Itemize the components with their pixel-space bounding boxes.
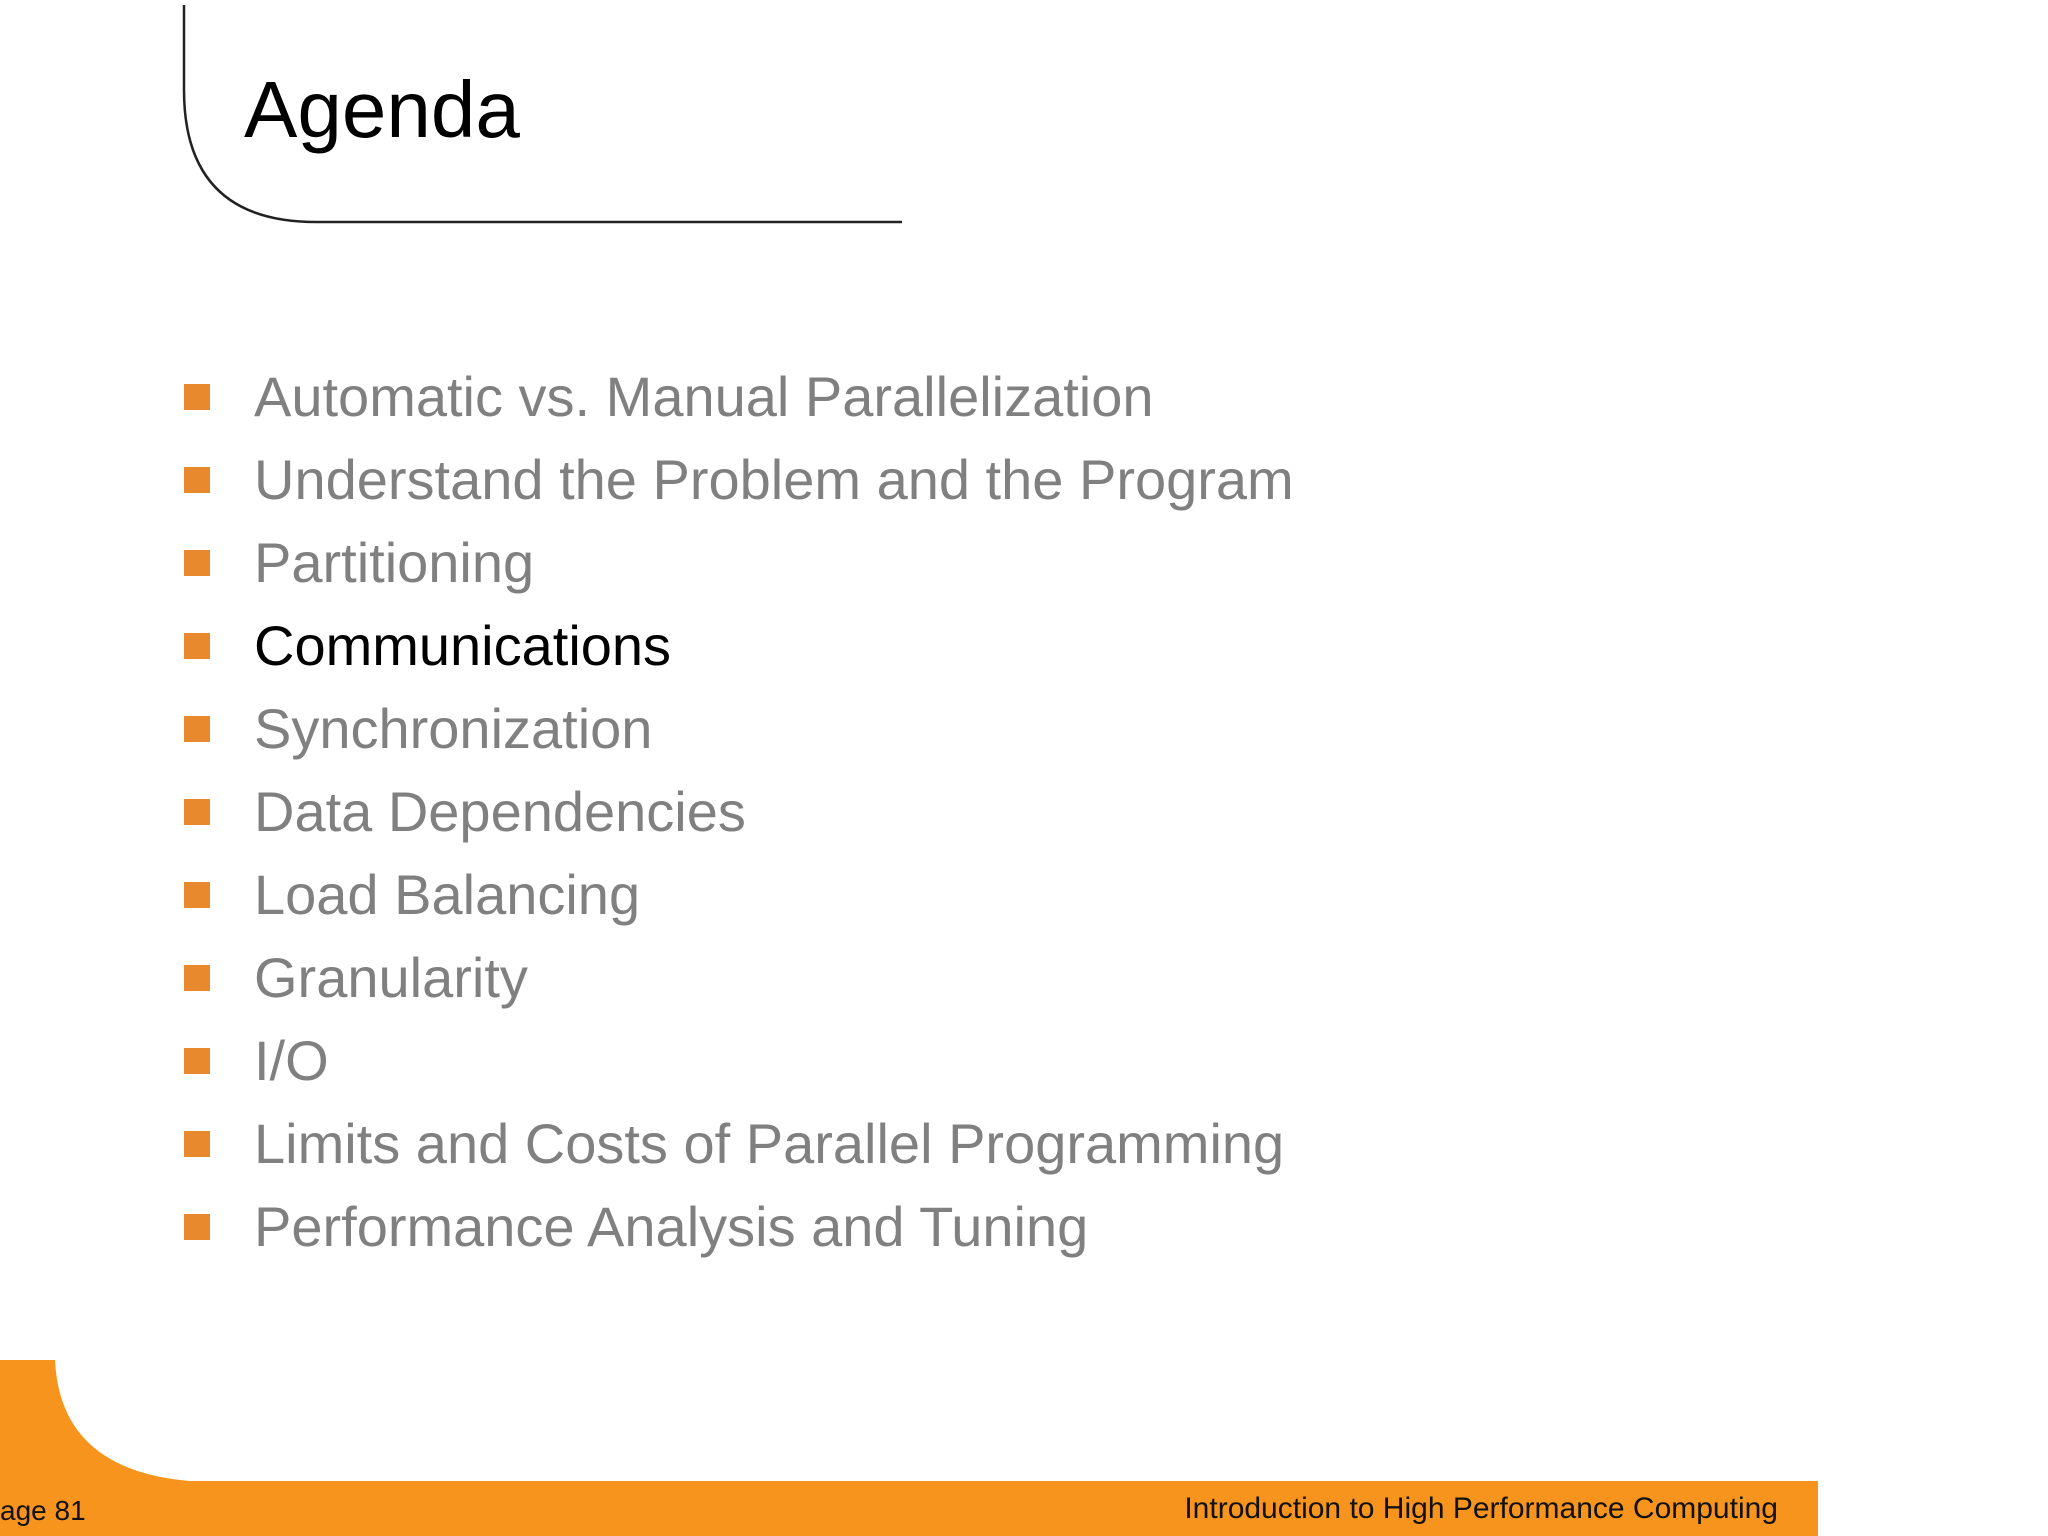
square-bullet-icon xyxy=(184,799,210,825)
agenda-item-label: Granularity xyxy=(254,945,528,1009)
agenda-item xyxy=(184,936,1294,1019)
square-bullet-icon xyxy=(184,384,210,410)
slide-title: Agenda xyxy=(244,65,520,154)
square-bullet-icon xyxy=(184,633,210,659)
agenda-item xyxy=(184,604,1294,687)
agenda-item xyxy=(184,1019,1294,1102)
agenda-item xyxy=(184,521,1294,604)
agenda-item-label: Communications xyxy=(254,613,672,677)
square-bullet-icon xyxy=(184,550,210,576)
square-bullet-icon xyxy=(184,1131,210,1157)
square-bullet-icon xyxy=(184,1048,210,1074)
square-bullet-icon xyxy=(184,965,210,991)
agenda-item-label: Synchronization xyxy=(254,696,653,760)
agenda-item-label: Understand the Problem and the Program xyxy=(254,447,1294,511)
square-bullet-icon xyxy=(184,467,210,493)
agenda-item-label: Data Dependencies xyxy=(254,779,746,843)
square-bullet-icon xyxy=(184,716,210,742)
footer-course-title: Introduction to High Performance Computing xyxy=(1184,1492,1778,1525)
agenda-item-label: Load Balancing xyxy=(254,862,641,926)
agenda-item-label: Performance Analysis and Tuning xyxy=(254,1194,1089,1258)
agenda-item xyxy=(184,853,1294,936)
agenda-item-label: I/O xyxy=(254,1028,329,1092)
agenda-item xyxy=(184,770,1294,853)
page-number: age 81 xyxy=(0,1495,86,1526)
agenda-item-label: Limits and Costs of Parallel Programming xyxy=(254,1111,1285,1175)
agenda-item xyxy=(184,355,1294,438)
agenda-item-label: Automatic vs. Manual Parallelization xyxy=(254,364,1154,428)
agenda-list xyxy=(184,355,1294,1268)
agenda-item xyxy=(184,438,1294,521)
agenda-item-label: Partitioning xyxy=(254,530,535,594)
square-bullet-icon xyxy=(184,1214,210,1240)
agenda-item xyxy=(184,1185,1294,1268)
agenda-item xyxy=(184,1102,1294,1185)
agenda-item xyxy=(184,687,1294,770)
square-bullet-icon xyxy=(184,882,210,908)
